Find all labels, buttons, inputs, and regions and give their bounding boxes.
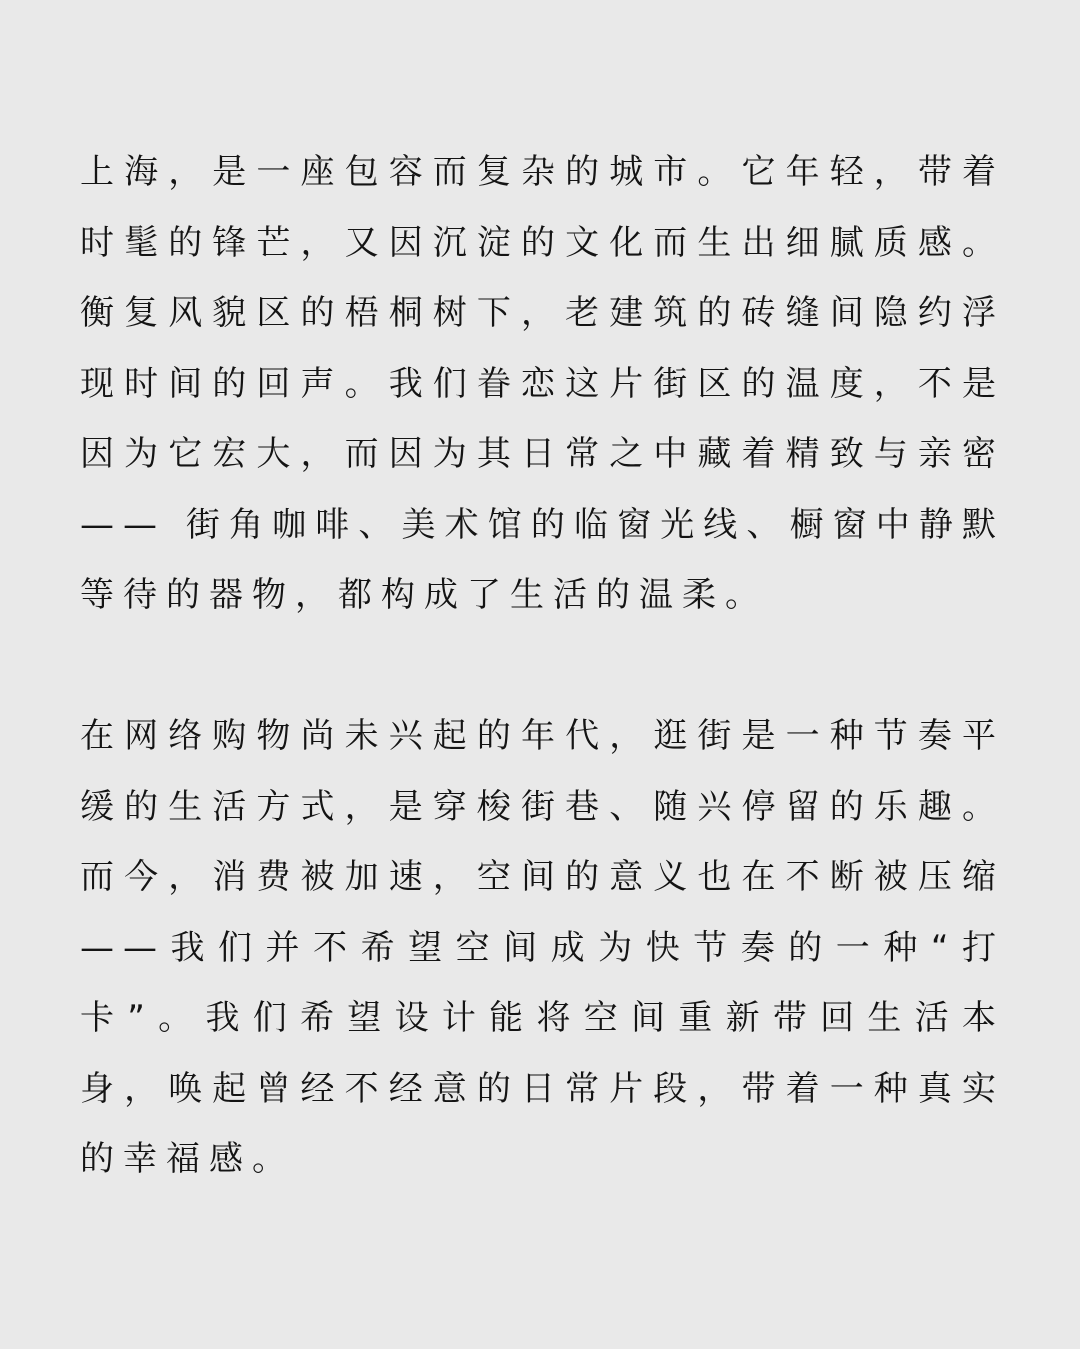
- paragraph-1: 上海，是一座包容而复杂的城市。它年轻，带着时髦的锋芒，又因沉淀的文化而生出细腻质感。衡复风貌区的梧桐树下，老建筑的砖缝间隐约浮现时间的回声。我们眷恋这片街区的温度，不是因为它宏大，而因为其日常之中藏着精致与亲密—— 街角咖啡、美术馆的临窗光线、橱窗中静默等待的器物，都构成了生活的温柔。: [80, 152, 1005, 615]
- paragraph-2: 在网络购物尚未兴起的年代，逛街是一种节奏平缓的生活方式，是穿梭街巷、随兴停留的乐趣。而今，消费被加速，空间的意义也在不断被压缩——我们并不希望空间成为快节奏的一种“打卡”。我们希望设计能将空间重新带回生活本身，唤起曾经不经意的日常片段，带着一种真实的幸福感。: [80, 716, 1005, 1179]
- article-body: [80, 137, 1005, 1195]
- paragraph-spacer: [80, 631, 1005, 702]
